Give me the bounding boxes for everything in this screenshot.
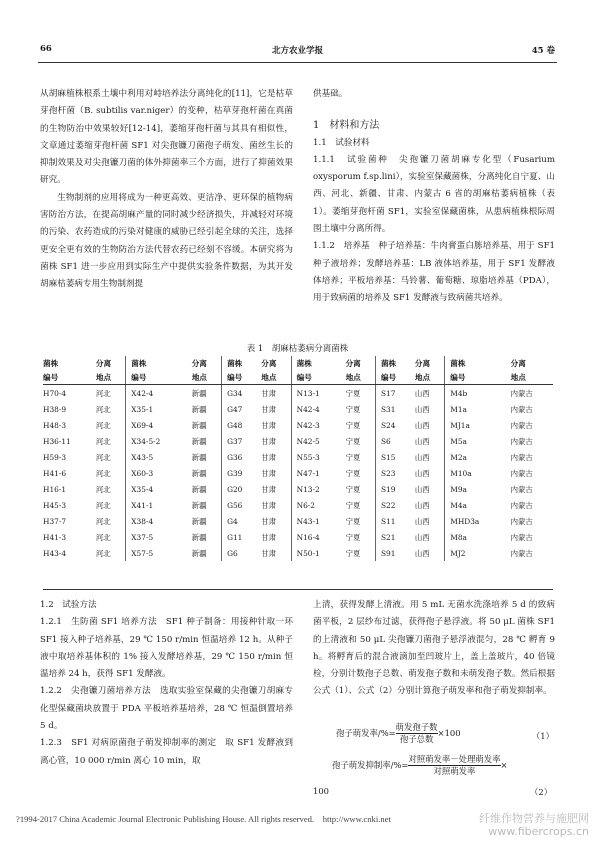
header-cell-strain: 菌株 [291,356,345,370]
strain-id-cell: N42-4 [291,401,345,417]
location-cell: 宁夏 [345,404,361,414]
strain-id-cell: M4b [445,385,511,402]
denominator: 孢子总数 [399,734,434,744]
header-rule [38,62,557,63]
location-cell: 宁夏 [345,516,361,526]
strain-id-cell: H16-1 [43,484,67,494]
header-cell-strain: 菌株 [375,356,414,370]
location-cell: 宁夏 [345,436,361,446]
strain-id-cell: G39 [222,465,262,481]
location-cell: 山西 [414,404,430,414]
table-row [43,385,553,402]
left-column-top [40,86,293,294]
location-cell: 新疆 [191,532,207,542]
strain-id-cell: G48 [222,417,262,433]
strain-id-cell: M4a [445,497,511,513]
formula-label: 孢子萌发率/%= [336,728,396,738]
table-header-row [43,356,553,370]
location-cell: 宁夏 [345,532,361,542]
location-cell: 河北 [95,532,111,542]
numerator: 对照萌发率－处理萌发率 [408,754,501,764]
location-cell: 山西 [414,452,430,462]
strain-id-cell: MHD3a [445,513,511,529]
strain-id-cell: N55-3 [291,449,345,465]
location-cell: 甘肃 [261,532,277,542]
location-cell: 内蒙古 [510,468,533,478]
header-cell-location: 地点 [96,370,126,385]
table-row [43,401,553,417]
header-cell-location: 地点 [511,370,553,385]
location-cell: 新疆 [191,388,207,398]
formula-1 [336,722,554,745]
location-cell: 甘肃 [261,388,277,398]
location-cell: 甘肃 [261,420,277,430]
header-cell-origin: 分离 [510,358,526,368]
strain-id-cell: S19 [375,481,414,497]
location-cell: 新疆 [191,436,207,446]
paragraph: 1.1.2 培养基 种子培养基：牛肉膏蛋白胨培养基，用于 SF1 种子液培养；发酵培养基：LB 液体培养基，用于 SF1 发酵液体培养；平板培养基：马铃薯、葡萄糖、琼脂培养基（PDA），用于致病菌的培养及 SF1 发酵液与致病菌共培养。 [313,241,555,304]
location-cell: 内蒙古 [510,532,533,542]
strain-id-cell: N50-1 [291,545,345,561]
formula-multiplier: × [500,760,508,770]
location-cell: 宁夏 [345,452,361,462]
strain-id-cell: N13-2 [291,481,345,497]
header-cell-origin: 分离 [95,358,112,368]
location-cell: 河北 [95,404,111,414]
location-cell: 河北 [95,420,111,430]
strain-id-cell: S15 [375,449,414,465]
table-row [43,529,553,545]
strain-id-cell: M10a [445,465,511,481]
header-cell-origin: 分离 [261,358,277,368]
strain-id-cell: X38-4 [126,513,192,529]
strain-id-cell: M8a [445,529,511,545]
location-cell: 内蒙古 [510,516,533,526]
header-cell-location: 地点 [192,370,222,385]
header-cell-location: 地点 [415,370,445,385]
strain-id-cell: S23 [375,465,414,481]
watermark-line: 纤维作物营养与施肥网 [479,812,589,825]
strain-id-cell: N42-5 [291,433,345,449]
location-cell: 甘肃 [261,516,277,526]
table-row [43,497,553,513]
strain-id-cell: H41-3 [43,532,67,542]
header-cell-origin: 分离 [345,358,361,368]
table-caption: 表 1 胡麻枯萎病分离菌株 [246,344,349,354]
strain-id-cell: M5a [445,433,511,449]
strain-id-cell: S22 [375,497,414,513]
section-heading: 1 材料和方法 [313,120,380,132]
location-cell: 宁夏 [345,500,361,510]
location-cell: 河北 [95,452,111,462]
strain-id-cell: N42-3 [291,417,345,433]
header-cell-location: 地点 [346,370,376,385]
table-row [43,481,553,497]
paragraph: 生物制剂的应用将成为一种更高效、更洁净、更环保的植物病害防治方法，在提高胡麻产量的同时减少经济损失，并减轻对环境的污染、农药造成的污染对健康的威胁已经引起全球的关注，选择更安全更有效的生物防治方法代替农药已经刻不容缓。本研究将为菌株 SF1 进一步应用到实际生产中提供实验条件数据，为其开发胡麻枯萎病专用生物制剂提 [40,192,293,290]
strain-id-cell: X35-4 [126,481,192,497]
table-row [43,545,553,561]
location-cell: 内蒙古 [510,404,533,414]
watermark-line: www.fibercrops.cn [488,825,589,838]
equation-number: （1） [531,731,554,741]
location-cell: 山西 [414,500,430,510]
table-row [43,449,553,465]
subsection-heading: 1.2 试验方法 [40,600,97,610]
location-cell: 甘肃 [261,548,277,558]
strain-id-cell: X37-5 [126,529,192,545]
strain-id-cell: S24 [375,417,414,433]
strain-id-cell: X43-5 [126,449,192,465]
location-cell: 内蒙古 [510,548,533,558]
formula-multiplier: ×100 [437,728,461,738]
paragraph: 1.2.1 生防菌 SF1 培养方法 SF1 种子制备：用接种针取一环 SF1 接入种子培养基，29 ℃ 150 r/min 恒温培养 12 h。从种子液中取培养基体积的 1% 接入发酵培养基，29 ℃ 150 r/min 恒温培养 24 h，获得 SF1 发酵液。 [40,617,293,680]
strain-id-cell: N16-4 [291,529,345,545]
formula-label: 孢子萌发抑制率/%= [332,760,409,770]
strain-id-cell: M2a [445,449,511,465]
strain-id-cell: G11 [222,529,262,545]
strain-id-cell: MJ1a [445,417,511,433]
location-cell: 河北 [95,468,111,478]
location-cell: 新疆 [191,484,207,494]
strain-id-cell: H70-4 [43,388,67,398]
location-cell: 新疆 [191,420,207,430]
strain-id-cell: N47-1 [291,465,345,481]
strain-id-cell: X34-5-2 [126,433,192,449]
strain-id-cell: H41-6 [43,468,67,478]
header-cell-strain: 菌株 [43,358,59,368]
strain-id-cell: S31 [375,401,414,417]
right-column-top [313,86,555,308]
strain-id-cell: X41-1 [126,497,192,513]
location-cell: 新疆 [191,548,207,558]
fraction [396,722,438,745]
header-cell-id: 编号 [43,370,96,385]
strain-id-cell: S91 [375,545,414,561]
left-column-bottom [40,597,293,770]
strain-id-cell: X69-4 [126,417,192,433]
table-header-row [43,370,553,385]
strain-id-cell: G20 [222,481,262,497]
strain-id-cell: G4 [222,513,262,529]
strain-id-cell: H36-11 [43,436,71,446]
location-cell: 山西 [414,420,430,430]
strain-id-cell: X60-3 [126,465,192,481]
journal-title: 北方农业学报 [271,46,323,56]
formula-2 [332,754,554,777]
strain-id-cell: X57-5 [126,545,192,561]
location-cell: 甘肃 [261,484,277,494]
right-column-bottom [313,597,555,701]
strain-id-cell: G36 [222,449,262,465]
header-cell-id: 编号 [222,370,262,385]
paragraph: 上清，获得发酵上清液。用 5 mL 无菌水洗涤培养 5 d 的致病菌平板，2 层纱布过滤，获得孢子悬浮液。将 50 μL 菌株 SF1 的上清液和 50 μL 尖孢镰刀菌孢子悬浮液混匀，28 ℃ 孵育 9 h。将孵育后的混合液滴加至凹玻片上，盖上盖玻片，40 倍镜检，分别计数孢子总数、萌发孢子数和未萌发孢子数。然后根据公式（1）、公式（2）分别计算孢子萌发率和孢子萌发抑制率。 [313,600,555,697]
table-bottom-rule [43,589,553,590]
copyright-footer: ?1994-2017 China Academic Journal Electronic Publishing House. All rights reserved. http://www.cnki.net [16,814,391,824]
location-cell: 甘肃 [261,452,277,462]
strain-id-cell: M9a [445,481,511,497]
location-cell: 新疆 [191,516,207,526]
strain-id-cell: H43-4 [43,548,67,558]
strain-id-cell: N6-2 [291,497,345,513]
location-cell: 新疆 [191,404,207,414]
strain-id-cell: H45-3 [43,500,67,510]
strain-id-cell: H37-7 [43,516,67,526]
location-cell: 山西 [414,484,430,494]
header-cell-id: 编号 [445,370,511,385]
paragraph: 1.1.1 试验菌种 尖孢镰刀菌胡麻专化型（Fusarium oxysporum f.sp.lini），实验室保藏菌株，分离纯化自宁夏、山西、河北、新疆、甘肃、内蒙古 6 省的胡麻枯萎病植株（表 1）。萎缩芽孢杆菌 SF1，实验室保藏菌株，从患病植株根际周围土壤中分离所得。 [313,154,555,235]
location-cell: 山西 [414,516,430,526]
location-cell: 甘肃 [261,500,277,510]
location-cell: 山西 [414,548,430,558]
numerator: 萌发孢子数 [395,722,438,732]
watermark [479,812,589,838]
fraction [408,754,500,777]
location-cell: 新疆 [191,452,207,462]
location-cell: 山西 [414,532,430,542]
location-cell: 内蒙古 [510,420,533,430]
location-cell: 内蒙古 [510,436,533,446]
paragraph: 1.2.2 尖孢镰刀菌培养方法 选取实验室保藏的尖孢镰刀胡麻专化型保藏菌块放置于 PDA 平板培养基培养，28 ℃ 恒温倒置培养 5 d。 [40,686,293,732]
strain-id-cell: N43-1 [291,513,345,529]
location-cell: 山西 [414,436,430,446]
strain-id-cell: H59-3 [43,452,67,462]
strain-id-cell: G47 [222,401,262,417]
location-cell: 河北 [95,388,111,398]
strain-id-cell: G6 [222,545,262,561]
strain-id-cell: S21 [375,529,414,545]
strain-id-cell: X42-4 [126,385,192,402]
strain-id-cell: H38-9 [43,404,67,414]
location-cell: 宁夏 [345,484,361,494]
strain-id-cell: G56 [222,497,262,513]
location-cell: 内蒙古 [510,452,533,462]
location-cell: 山西 [414,468,430,478]
table-row [43,513,553,529]
volume-label: 45 卷 [531,46,555,56]
location-cell: 山西 [414,388,430,398]
header-cell-strain: 菌株 [126,356,192,370]
location-cell: 甘肃 [261,436,277,446]
location-cell: 甘肃 [261,468,277,478]
location-cell: 宁夏 [345,388,361,398]
table-row [43,465,553,481]
location-cell: 河北 [95,516,111,526]
paragraph: 1.2.3 SF1 对病原菌孢子萌发抑制率的测定 取 SF1 发酵液到离心管，10 000 r/min 离心 10 min，取 [40,738,293,766]
header-cell-location: 地点 [261,370,291,385]
location-cell: 河北 [95,548,111,558]
strain-id-cell: X35-1 [126,401,192,417]
equation-number: （2） [530,787,553,797]
header-cell-id: 编号 [126,370,192,385]
location-cell: 内蒙古 [510,500,533,510]
strain-id-cell: S11 [375,513,414,529]
formula-2-continuation: 100 [313,786,329,796]
strain-id-cell: H48-3 [43,420,67,430]
header-cell-strain: 菌株 [222,356,262,370]
paragraph: 供基础。 [313,89,348,99]
denominator: 对照萌发率 [433,766,476,776]
paragraph: 从胡麻植株根系土壤中利用对峙培养法分离纯化的[11]，它是枯草芽孢杆菌（B. subtilis var.niger）的变种，枯草芽孢杆菌在真菌的生物防治中效果较好[12-14]，萎缩芽孢杆菌与其具有相似性，文章通过萎缩芽孢杆菌 SF1 对尖孢镰刀菌孢子萌发、菌丝生长的抑制效果及对尖孢镰刀菌的体外抑菌率三个方面，进行了抑菌效果研究。 [40,89,293,186]
strain-id-cell: MJ2 [445,545,511,561]
strain-id-cell: M1a [445,401,511,417]
location-cell: 宁夏 [345,420,361,430]
location-cell: 甘肃 [261,404,277,414]
header-cell-id: 编号 [375,370,414,385]
strain-id-cell: S6 [375,433,414,449]
strain-id-cell: G37 [222,433,262,449]
strain-id-cell: S17 [375,385,414,402]
strain-id-cell: G34 [222,385,262,402]
table-row [43,433,553,449]
location-cell: 宁夏 [345,548,361,558]
location-cell: 河北 [95,484,111,494]
table-row [43,417,553,433]
strain-id-cell: N13-1 [291,385,345,402]
header-cell-id: 编号 [291,370,345,385]
location-cell: 内蒙古 [510,388,533,398]
header-cell-strain: 菌株 [445,356,511,370]
header-cell-origin: 分离 [191,358,207,368]
header-cell-origin: 分离 [414,358,431,368]
strain-table [43,356,553,561]
location-cell: 河北 [95,500,111,510]
location-cell: 新疆 [191,500,207,510]
location-cell: 河北 [95,436,111,446]
subsection-heading: 1.1 试验材料 [313,137,370,148]
location-cell: 新疆 [191,468,207,478]
location-cell: 内蒙古 [510,484,533,494]
page-number: 66 [40,44,52,54]
location-cell: 宁夏 [345,468,361,478]
